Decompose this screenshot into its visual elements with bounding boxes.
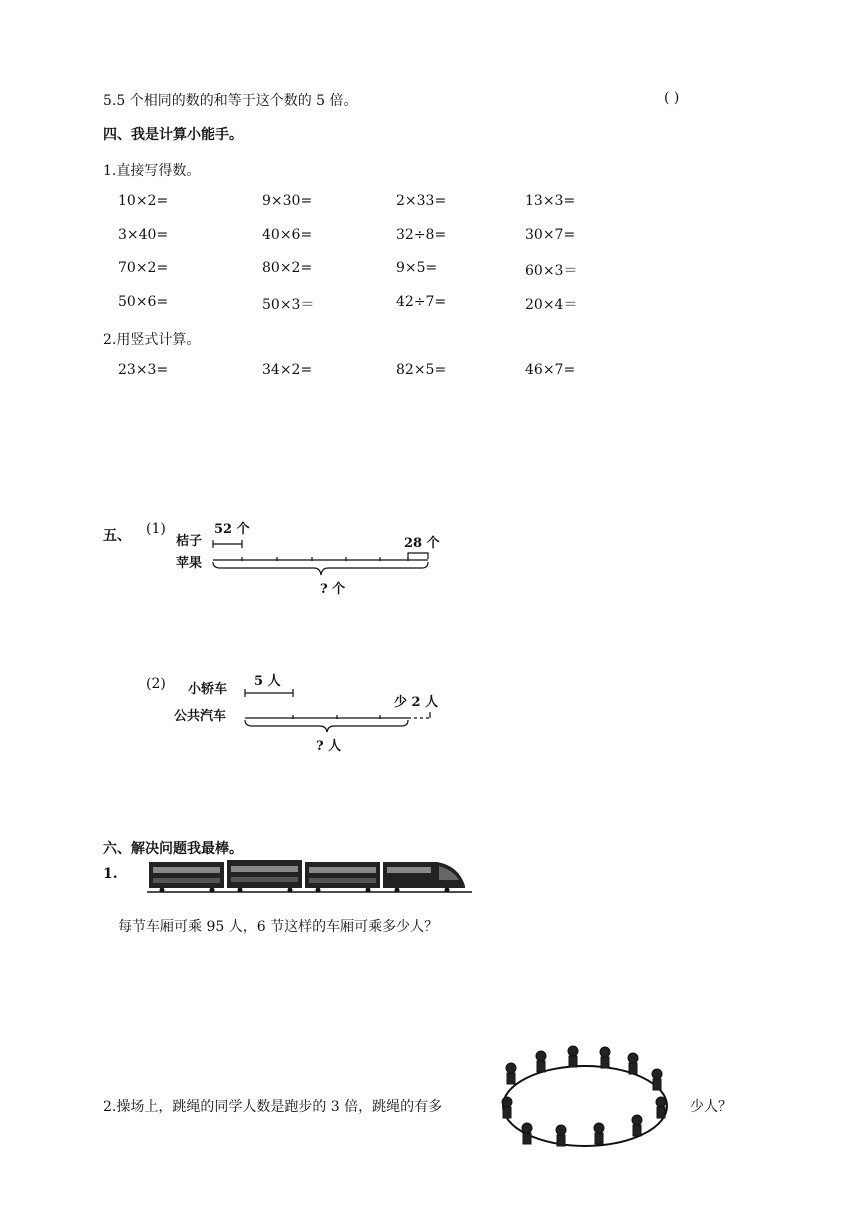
- extra-quantity-label: 少 2 人: [394, 695, 439, 710]
- bottom-line: [245, 715, 408, 719]
- calc-cell: 50×3＝: [262, 297, 315, 313]
- question-1-number: 1.: [103, 866, 118, 882]
- vertical-calc-item: 23×3=: [118, 362, 169, 378]
- calc-cell: 80×2=: [262, 260, 313, 276]
- section-4-title: 四、我是计算小能手。: [103, 127, 243, 143]
- line-diagram-1: [140, 515, 460, 600]
- calc-cell: 32÷8=: [396, 227, 447, 243]
- vertical-calc-item: 34×2=: [262, 362, 313, 378]
- bottom-line: [213, 557, 428, 561]
- section-5-title: 五、: [103, 528, 131, 544]
- calc-cell: 9×5=: [396, 260, 438, 276]
- calc-cell: 42÷7=: [396, 294, 447, 310]
- dashed-segment: [408, 712, 430, 718]
- question-2-text-end: 少人？: [690, 1099, 732, 1115]
- calc-cell: 2×33=: [396, 193, 447, 209]
- judge-item-5: 5.5 个相同的数的和等于这个数的 5 倍。: [103, 93, 358, 109]
- top-segment: [245, 689, 293, 697]
- total-question-label: ? 个: [320, 582, 346, 597]
- calc-cell: 9×30=: [262, 193, 313, 209]
- diagram-number: (2): [146, 676, 166, 692]
- answer-blank[interactable]: ( ): [664, 90, 680, 106]
- vertical-calc-item: 82×5=: [396, 362, 447, 378]
- question-2-text: 2.操场上，跳绳的同学人数是跑步的 3 倍，跳绳的有多: [103, 1099, 443, 1115]
- diagram-number: (1): [146, 521, 166, 537]
- train-illustration: [147, 856, 472, 896]
- calc-cell: 13×3=: [525, 193, 576, 209]
- total-question-label: ? 人: [316, 739, 342, 754]
- section-6-title: 六、解决问题我最棒。: [103, 841, 243, 857]
- total-brace: [213, 562, 428, 575]
- calc-cell: 50×6=: [118, 294, 169, 310]
- top-quantity-label: 52 个: [214, 522, 250, 537]
- extra-bracket: [408, 553, 428, 559]
- vertical-calc-item: 46×7=: [525, 362, 576, 378]
- row-label-b: 苹果: [176, 556, 203, 571]
- rope-skipping-illustration: [493, 1040, 678, 1155]
- calc-cell: 60×3＝: [525, 263, 578, 279]
- row-label-b: 公共汽车: [174, 709, 227, 724]
- calc-cell: 30×7=: [525, 227, 576, 243]
- calc-cell: 10×2=: [118, 193, 169, 209]
- calc-cell: 3×40=: [118, 227, 169, 243]
- calc-cell: 40×6=: [262, 227, 313, 243]
- extra-quantity-label: 28 个: [404, 536, 440, 551]
- part-1-title: 1.直接写得数。: [103, 163, 201, 179]
- calc-cell: 20×4＝: [525, 297, 578, 313]
- top-quantity-label: 5 人: [254, 674, 281, 689]
- part-2-title: 2.用竖式计算。: [103, 332, 201, 348]
- top-segment: [213, 540, 242, 548]
- question-1-text: 每节车厢可乘 95 人，6 节这样的车厢可乘多少人？: [118, 919, 439, 935]
- row-label-a: 桔子: [176, 534, 203, 549]
- row-label-a: 小轿车: [188, 682, 228, 697]
- line-diagram-2: [140, 668, 460, 758]
- total-brace: [245, 720, 408, 732]
- calc-cell: 70×2=: [118, 260, 169, 276]
